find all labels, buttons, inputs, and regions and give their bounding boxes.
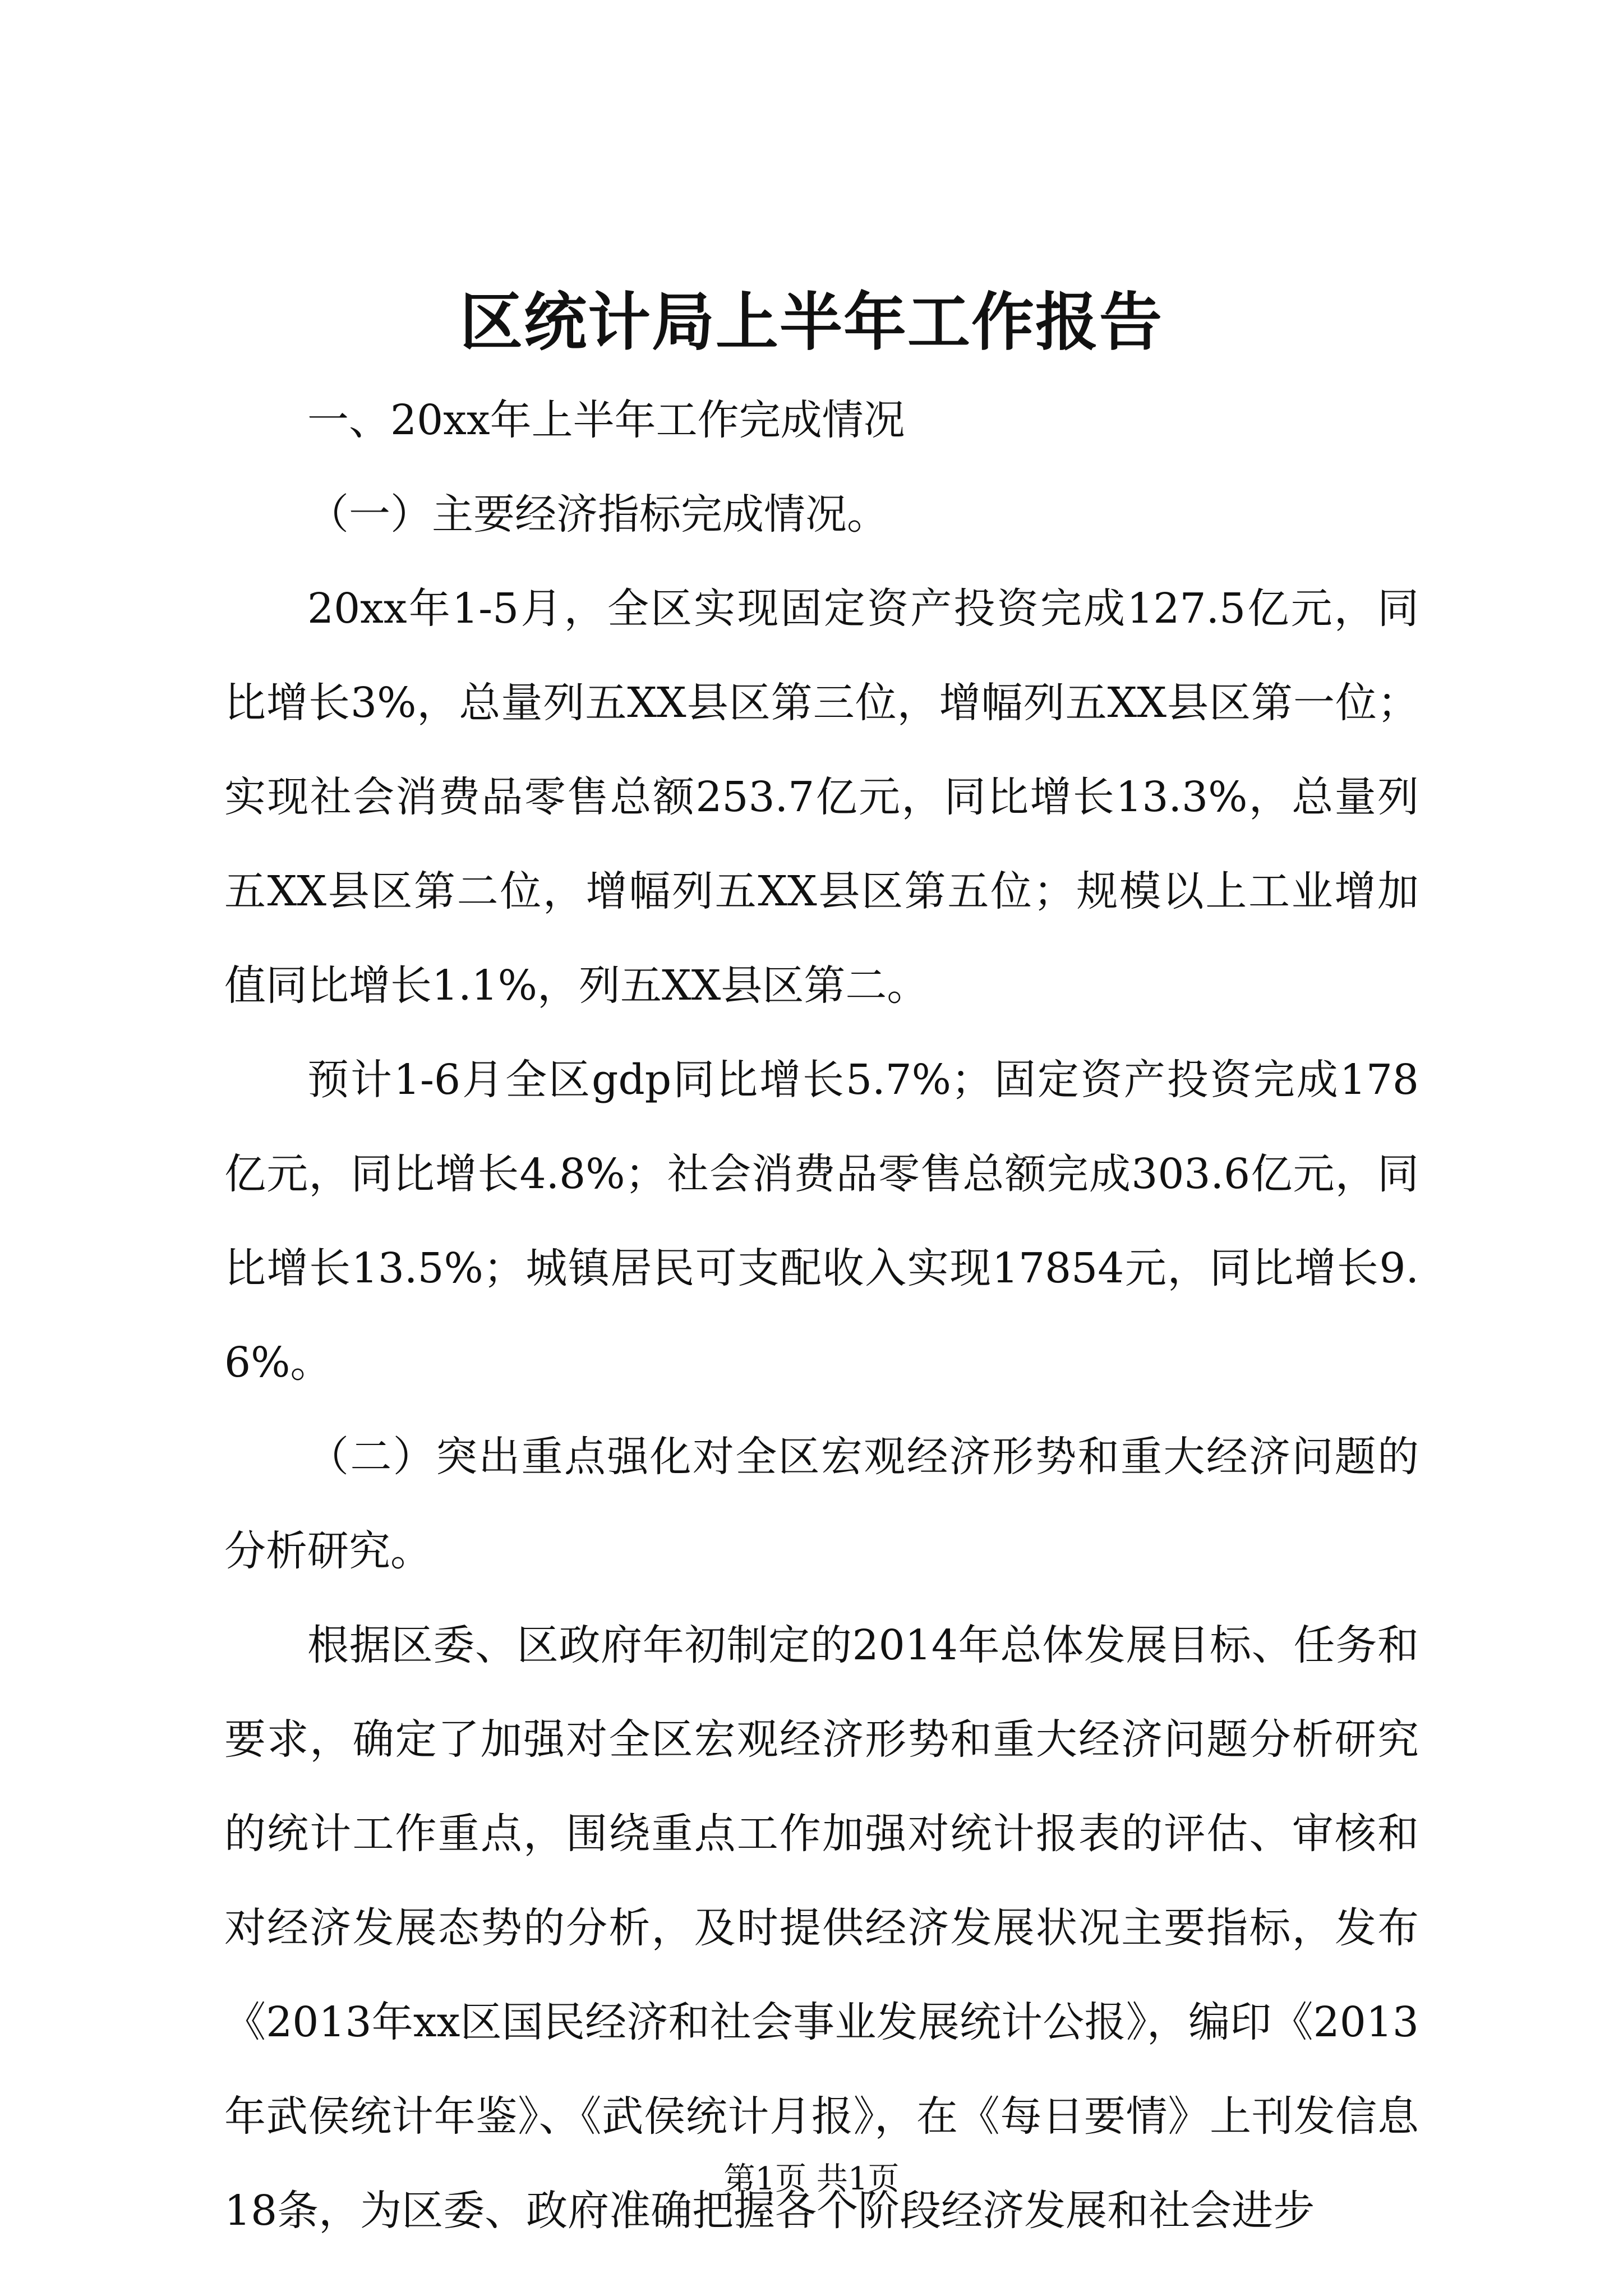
section-heading-1: 一、20xx年上半年工作完成情况 — [307, 396, 905, 444]
paragraph-analysis-work: 根据区委、区政府年初制定的2014年总体发展目标、任务和要求，确定了加强对全区宏观经济形势和重大经济问题分析研究的统计工作重点，围绕重点工作加强对统计报表的评估、审核和对经济发展态势的分析，及时提供经济发展状况主要指标，发布《2013年xx区国民经济和社会事业发展统计公报》，编印《2013年武侯统计年鉴》、《武侯统计月报》，在《每日要情》上刊发信息18条，为区委、政府准确把握各个阶段经济发展和社会进步 — [224, 1621, 1419, 2235]
document-body — [224, 373, 1419, 2258]
subsection-heading-2: （二）突出重点强化对全区宏观经济形势和重大经济问题的分析研究。 — [224, 1433, 1419, 1575]
subsection-heading-1: （一）主要经济指标完成情况。 — [307, 490, 888, 539]
paragraph-indicators-jan-may: 20xx年1-5月，全区实现固定资产投资完成127.5亿元，同比增长3%，总量列五XX县区第三位，增幅列五XX县区第一位；实现社会消费品零售总额253.7亿元，同比增长13.3%，总量列五XX县区第二位，增幅列五XX县区第五位；规模以上工业增加值同比增长1.1%，列五XX县区第二。 — [224, 585, 1419, 1010]
paragraph-indicators-forecast: 预计1-6月全区gdp同比增长5.7%；固定资产投资完成178亿元，同比增长4.8%；社会消费品零售总额完成303.6亿元，同比增长13.5%；城镇居民可支配收入实现17854元，同比增长9.6%。 — [224, 1056, 1419, 1387]
document-title: 区统计局上半年工作报告 — [460, 286, 1163, 359]
page-footer: 第1页 共1页 — [723, 2161, 900, 2197]
